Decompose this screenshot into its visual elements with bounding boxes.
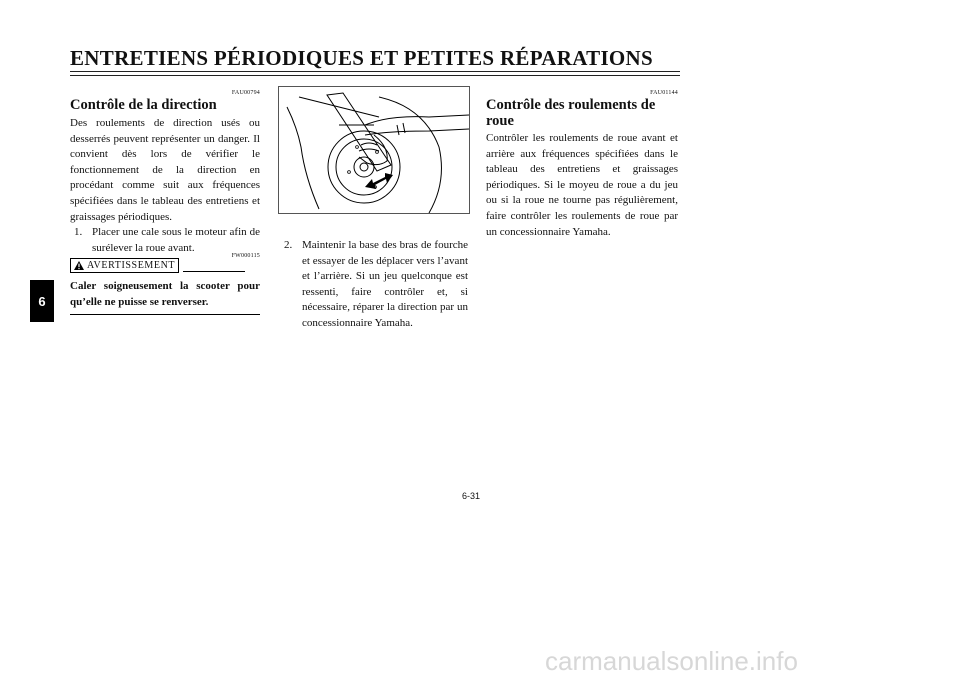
- warning-rule: [70, 314, 260, 315]
- step-2-text: Maintenir la base des bras de fourche et essayer de les déplacer vers l’avant et l’arrière. Si un jeu quelconque est ressenti, faire contrôler et, si nécessaire, réparer la direction par un concessionnaire Yamaha.: [302, 239, 468, 329]
- warning-triangle-icon: [74, 261, 84, 270]
- warning-header-line: [183, 271, 245, 272]
- warning-header: [70, 258, 245, 273]
- watermark: carmanualsonline.info: [545, 646, 798, 676]
- wheel-and-hands-illustration: [279, 87, 469, 213]
- wheel-bearings-paragraph: Contrôler les roulements de roue avant et arrière aux fréquences spécifiées dans le tableau des entretiens et graissages périodiques. Si le moyeu de roue a du jeu ou si la roue ne tourne pas régulièrement, faire contrôler les roulements de roue par un concessionnaire Yamaha.: [486, 132, 678, 238]
- warning-text: Caler soigneusement la scooter pour qu’elle ne puisse se renverser.: [70, 280, 260, 308]
- section-heading-steering: Contrôle de la direction: [70, 97, 217, 113]
- step-1: [74, 225, 260, 256]
- step-1-text: Placer une cale sous le moteur afin de surélever la roue avant.: [92, 226, 260, 254]
- warning-label: AVERTISSEMENT: [87, 260, 176, 271]
- chapter-tab: 6: [30, 280, 54, 322]
- header-rule-bottom: [70, 75, 680, 76]
- steering-paragraph: Des roulements de direction usés ou desserrés peuvent représenter un danger. Il convient dès lors de vérifier le fonctionnement de la direction en procédant comme suit aux fréquences spécifiées dans le tableau des entretiens et graissages périodiques.: [70, 117, 260, 223]
- page-header-title: ENTRETIENS PÉRIODIQUES ET PETITES RÉPARATIONS: [70, 46, 653, 70]
- step-2-number: 2.: [284, 239, 293, 251]
- page-number: 6-31: [462, 491, 481, 501]
- steering-check-figure: [278, 86, 470, 214]
- section-heading-wheel-bearings: Contrôle des roulements de roue: [486, 97, 656, 129]
- step-1-number: 1.: [74, 226, 83, 238]
- section-code: FAU00794: [231, 90, 260, 96]
- warning-badge: [70, 258, 179, 273]
- warning-code: FW000115: [231, 253, 260, 259]
- header-rule-top: [70, 71, 680, 72]
- step-2: [284, 238, 468, 332]
- section-code-2: FAU01144: [650, 90, 678, 96]
